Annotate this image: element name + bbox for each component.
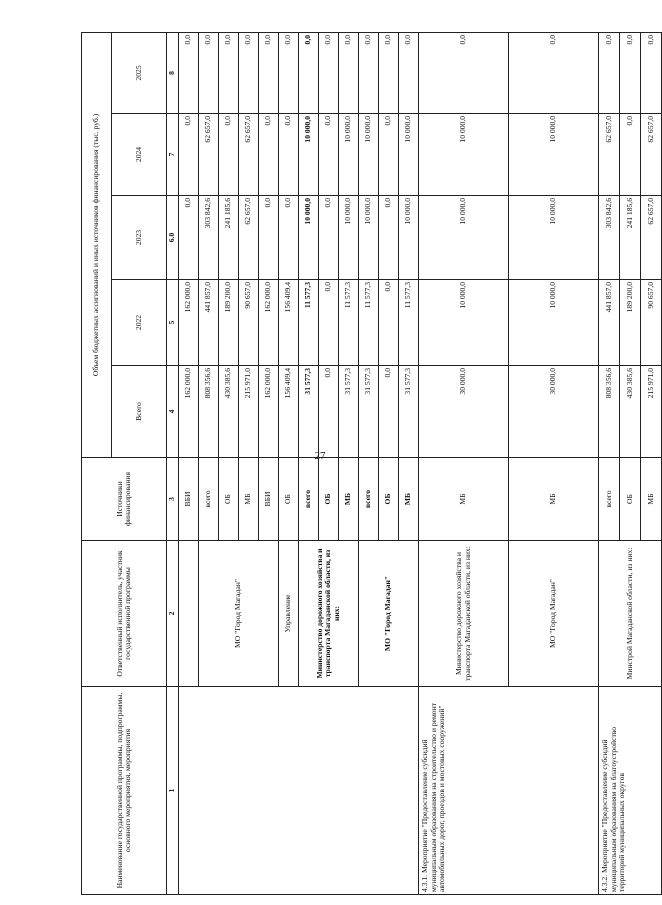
value-cell: 0,0 xyxy=(239,32,259,113)
responsible-minstroy: Минстрой Магаданской области, из них: xyxy=(599,541,662,687)
source-cell: всего xyxy=(599,458,620,541)
col-number-4: 4 xyxy=(167,366,179,458)
value-cell: 10 000,0 xyxy=(509,114,599,196)
source-cell: МБ xyxy=(239,458,259,541)
value-cell: 0,0 xyxy=(509,32,599,113)
value-cell: 11 577,3 xyxy=(359,280,379,366)
value-cell: 10 000,0 xyxy=(339,196,359,280)
source-cell: ОБ xyxy=(379,458,399,541)
value-cell: 156 409,4 xyxy=(279,280,299,366)
responsible-mo-magadan-2: МО "Город Магадан" xyxy=(509,541,599,687)
col-number-8: 8 xyxy=(167,32,179,113)
responsible-mo-magadan: МО "Город Магадан" xyxy=(199,541,279,687)
value-cell: 0,0 xyxy=(219,32,239,113)
value-cell: 10 000,0 xyxy=(419,280,509,366)
value-cell: 11 577,3 xyxy=(399,280,419,366)
value-cell: 11 577,3 xyxy=(339,280,359,366)
value-cell: 0,0 xyxy=(199,32,219,113)
value-cell: 0,0 xyxy=(419,32,509,113)
header-year-2022: 2022 xyxy=(112,280,167,366)
value-cell: 808 356,6 xyxy=(199,366,219,458)
value-cell: 31 577,3 xyxy=(359,366,379,458)
responsible-mo-magadan-bold: МО "Город Магадан" xyxy=(359,541,419,687)
value-cell: 303 842,6 xyxy=(599,196,620,280)
value-cell: 0,0 xyxy=(299,32,319,113)
value-cell: 162 000,0 xyxy=(259,366,279,458)
value-cell: 90 657,0 xyxy=(641,280,662,366)
value-cell: 189 200,0 xyxy=(620,280,641,366)
value-cell: 0,0 xyxy=(379,366,399,458)
value-cell: 10 000,0 xyxy=(299,196,319,280)
value-cell: 62 657,0 xyxy=(641,114,662,196)
value-cell: 0,0 xyxy=(399,32,419,113)
value-cell: 62 657,0 xyxy=(199,114,219,196)
value-cell: 0,0 xyxy=(279,32,299,113)
value-cell: 10 000,0 xyxy=(339,114,359,196)
value-cell: 10 000,0 xyxy=(359,114,379,196)
value-cell: 0,0 xyxy=(359,32,379,113)
page-number: 27 xyxy=(314,450,326,462)
value-cell: 0,0 xyxy=(339,32,359,113)
value-cell: 0,0 xyxy=(319,280,339,366)
value-cell: 0,0 xyxy=(379,280,399,366)
col-number-6: 6.0 xyxy=(167,196,179,280)
value-cell: 241 185,6 xyxy=(219,196,239,280)
value-cell: 0,0 xyxy=(319,366,339,458)
source-cell: ОБ xyxy=(620,458,641,541)
responsible-upravlenie: Управление xyxy=(279,541,299,687)
value-cell: 10 000,0 xyxy=(419,114,509,196)
value-cell: 0,0 xyxy=(179,114,199,196)
value-cell: 0,0 xyxy=(259,114,279,196)
measure-cell-empty xyxy=(179,687,419,895)
col-number-5: 5 xyxy=(167,280,179,366)
value-cell: 10 000,0 xyxy=(509,280,599,366)
header-source: Источники финансирования xyxy=(82,458,167,541)
value-cell: 215 971,0 xyxy=(641,366,662,458)
col-number-2: 2 xyxy=(167,541,179,687)
value-cell: 0,0 xyxy=(599,32,620,113)
value-cell: 10 000,0 xyxy=(399,114,419,196)
source-cell: всего xyxy=(199,458,219,541)
value-cell: 430 385,6 xyxy=(219,366,239,458)
value-cell: 0,0 xyxy=(319,196,339,280)
col-number-1: 1 xyxy=(167,687,179,895)
value-cell: 0,0 xyxy=(379,32,399,113)
value-cell: 10 000,0 xyxy=(419,196,509,280)
header-year-2025: 2025 xyxy=(112,32,167,113)
value-cell: 241 185,6 xyxy=(620,196,641,280)
value-cell: 30 000,0 xyxy=(509,366,599,458)
header-volume: Объем бюджетных ассигнований и иных источников финансирования (тыс. руб.) xyxy=(82,32,112,457)
value-cell: 62 657,0 xyxy=(239,196,259,280)
value-cell: 10 000,0 xyxy=(359,196,379,280)
value-cell: 0,0 xyxy=(259,196,279,280)
table-row xyxy=(179,32,199,894)
value-cell: 31 577,3 xyxy=(299,366,319,458)
source-cell: ОБ xyxy=(219,458,239,541)
measure-4-3-2: 4.3.2. Мероприятие "Предоставление субсидий муниципальным образованиям на благоустройство территорий муниципальных округов xyxy=(599,687,662,895)
responsible-cell-empty xyxy=(179,541,199,687)
value-cell: 215 971,0 xyxy=(239,366,259,458)
responsible-ministry: Министерство дорожного хозяйства и транспорта Магаданской области, из них: xyxy=(419,541,509,687)
value-cell: 0,0 xyxy=(179,32,199,113)
value-cell: 10 000,0 xyxy=(509,196,599,280)
col-number-7: 7 xyxy=(167,114,179,196)
source-cell: МБ xyxy=(641,458,662,541)
table-row xyxy=(599,32,620,894)
value-cell: 0,0 xyxy=(379,196,399,280)
table-row xyxy=(419,32,509,894)
value-cell: 30 000,0 xyxy=(419,366,509,458)
value-cell: 0,0 xyxy=(259,32,279,113)
value-cell: 156 409,4 xyxy=(279,366,299,458)
value-cell: 0,0 xyxy=(179,196,199,280)
header-responsible: Ответственный исполнитель, участник государственной программы xyxy=(82,541,167,687)
value-cell: 62 657,0 xyxy=(239,114,259,196)
financing-table xyxy=(81,32,662,895)
header-name: Наименование государственной программы, подпрограммы, основного мероприятия, мероприятия xyxy=(82,687,167,895)
value-cell: 162 000,0 xyxy=(179,366,199,458)
header-year-2023: 2023 xyxy=(112,196,167,280)
value-cell: 430 385,6 xyxy=(620,366,641,458)
value-cell: 31 577,3 xyxy=(399,366,419,458)
value-cell: 0,0 xyxy=(279,114,299,196)
value-cell: 10 000,0 xyxy=(299,114,319,196)
value-cell: 0,0 xyxy=(319,114,339,196)
value-cell: 0,0 xyxy=(620,114,641,196)
col-number-3: 3 xyxy=(167,458,179,541)
value-cell: 441 857,0 xyxy=(199,280,219,366)
source-cell: ВБИ xyxy=(259,458,279,541)
responsible-ministry-bold: Министерство дорожного хозяйства и транспорта Магаданской области, из них: xyxy=(299,541,359,687)
value-cell: 0,0 xyxy=(620,32,641,113)
value-cell: 62 657,0 xyxy=(599,114,620,196)
value-cell: 0,0 xyxy=(641,32,662,113)
source-cell: всего xyxy=(299,458,319,541)
header-year-2024: 2024 xyxy=(112,114,167,196)
value-cell: 0,0 xyxy=(319,32,339,113)
rotated-table-container xyxy=(81,33,655,895)
value-cell: 10 000,0 xyxy=(399,196,419,280)
value-cell: 0,0 xyxy=(279,196,299,280)
value-cell: 11 577,3 xyxy=(299,280,319,366)
header-total: Всего xyxy=(112,366,167,458)
value-cell: 0,0 xyxy=(379,114,399,196)
value-cell: 0,0 xyxy=(219,114,239,196)
value-cell: 162 000,0 xyxy=(259,280,279,366)
value-cell: 62 657,0 xyxy=(641,196,662,280)
value-cell: 90 657,0 xyxy=(239,280,259,366)
source-cell: МБ xyxy=(399,458,419,541)
value-cell: 808 356,6 xyxy=(599,366,620,458)
value-cell: 162 000,0 xyxy=(179,280,199,366)
value-cell: 303 842,6 xyxy=(199,196,219,280)
value-cell: 31 577,3 xyxy=(339,366,359,458)
value-cell: 441 857,0 xyxy=(599,280,620,366)
value-cell: 189 200,0 xyxy=(219,280,239,366)
source-cell: ВБИ xyxy=(179,458,199,541)
source-cell: МБ xyxy=(509,458,599,541)
source-cell: ОБ xyxy=(319,458,339,541)
source-cell: МБ xyxy=(419,458,509,541)
source-cell: ОБ xyxy=(279,458,299,541)
source-cell: всего xyxy=(359,458,379,541)
measure-4-3-1: 4.3.1. Мероприятие "Предоставление субсидий муниципальным образованиям на строительство и ремонт автомобильных дорог, проездов и мостовых сооружений" xyxy=(419,687,599,895)
source-cell: МБ xyxy=(339,458,359,541)
